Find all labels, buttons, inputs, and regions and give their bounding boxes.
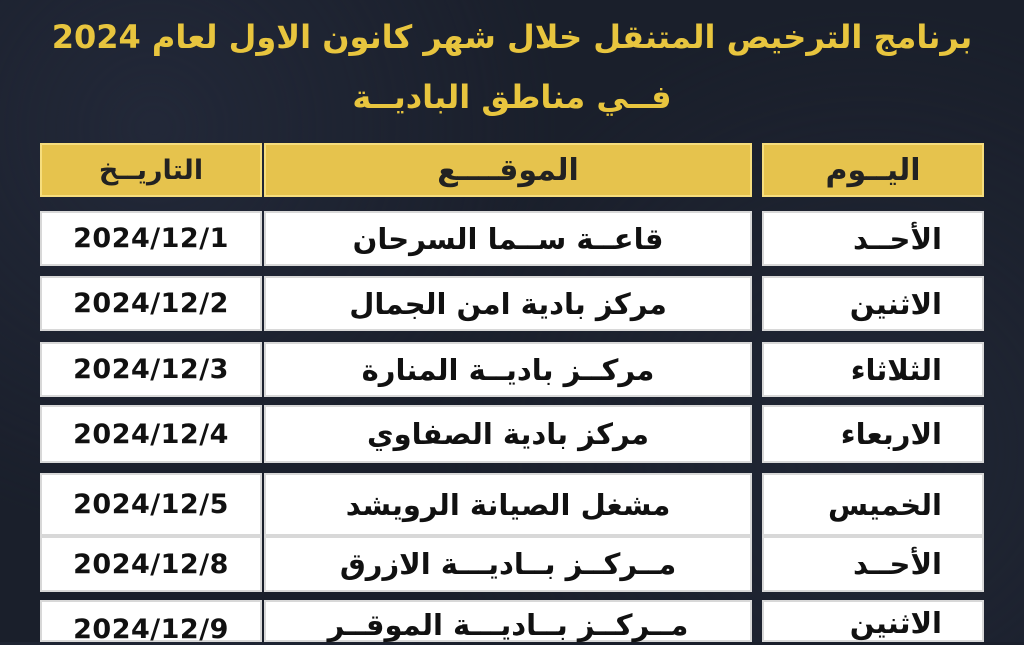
row-4-location: مركز بادية الصفاوي xyxy=(264,405,752,463)
date-text: 2024/12/2 xyxy=(73,288,229,319)
row-6-day: الأحــد xyxy=(762,536,984,592)
row-3-day: الثلاثاء xyxy=(762,342,984,397)
row-5-date xyxy=(40,473,262,536)
date-text: 2024/12/8 xyxy=(73,548,229,580)
row-1-location: قاعــة ســما السرحان xyxy=(264,211,752,266)
header-location: الموقــــع xyxy=(264,143,752,197)
header-date: التاريــخ xyxy=(40,143,262,197)
row-4-date xyxy=(40,405,262,463)
row-1-date xyxy=(40,211,262,266)
row-7-day: الاثنين xyxy=(762,600,984,642)
header-day: اليــوم xyxy=(762,143,984,197)
page-title: برنامج الترخيص المتنقل خلال شهر كانون الاول لعام 2024 xyxy=(51,18,973,56)
row-7-date xyxy=(40,600,262,645)
date-text: 2024/12/3 xyxy=(73,354,229,385)
row-3-date xyxy=(40,342,262,397)
row-2-day: الاثنين xyxy=(762,276,984,331)
row-3-location: مركــز باديــة المنارة xyxy=(264,342,752,397)
date-text: 2024/12/4 xyxy=(73,418,229,450)
row-1-day: الأحــد xyxy=(762,211,984,266)
row-2-date xyxy=(40,276,262,331)
row-7-location: مــركــز بــاديـــة الموقــر xyxy=(264,600,752,642)
date-text: 2024/12/1 xyxy=(73,223,229,254)
row-2-location: مركز بادية امن الجمال xyxy=(264,276,752,331)
row-5-day: الخميس xyxy=(762,473,984,536)
date-text: 2024/12/5 xyxy=(73,489,229,520)
page-subtitle: فــي مناطق الباديــة xyxy=(352,78,672,116)
row-6-date xyxy=(40,536,262,592)
row-4-day: الاربعاء xyxy=(762,405,984,463)
date-text: 2024/12/9 xyxy=(73,614,229,645)
row-6-location: مــركــز بــاديـــة الازرق xyxy=(264,536,752,592)
row-5-location: مشغل الصيانة الرويشد xyxy=(264,473,752,536)
